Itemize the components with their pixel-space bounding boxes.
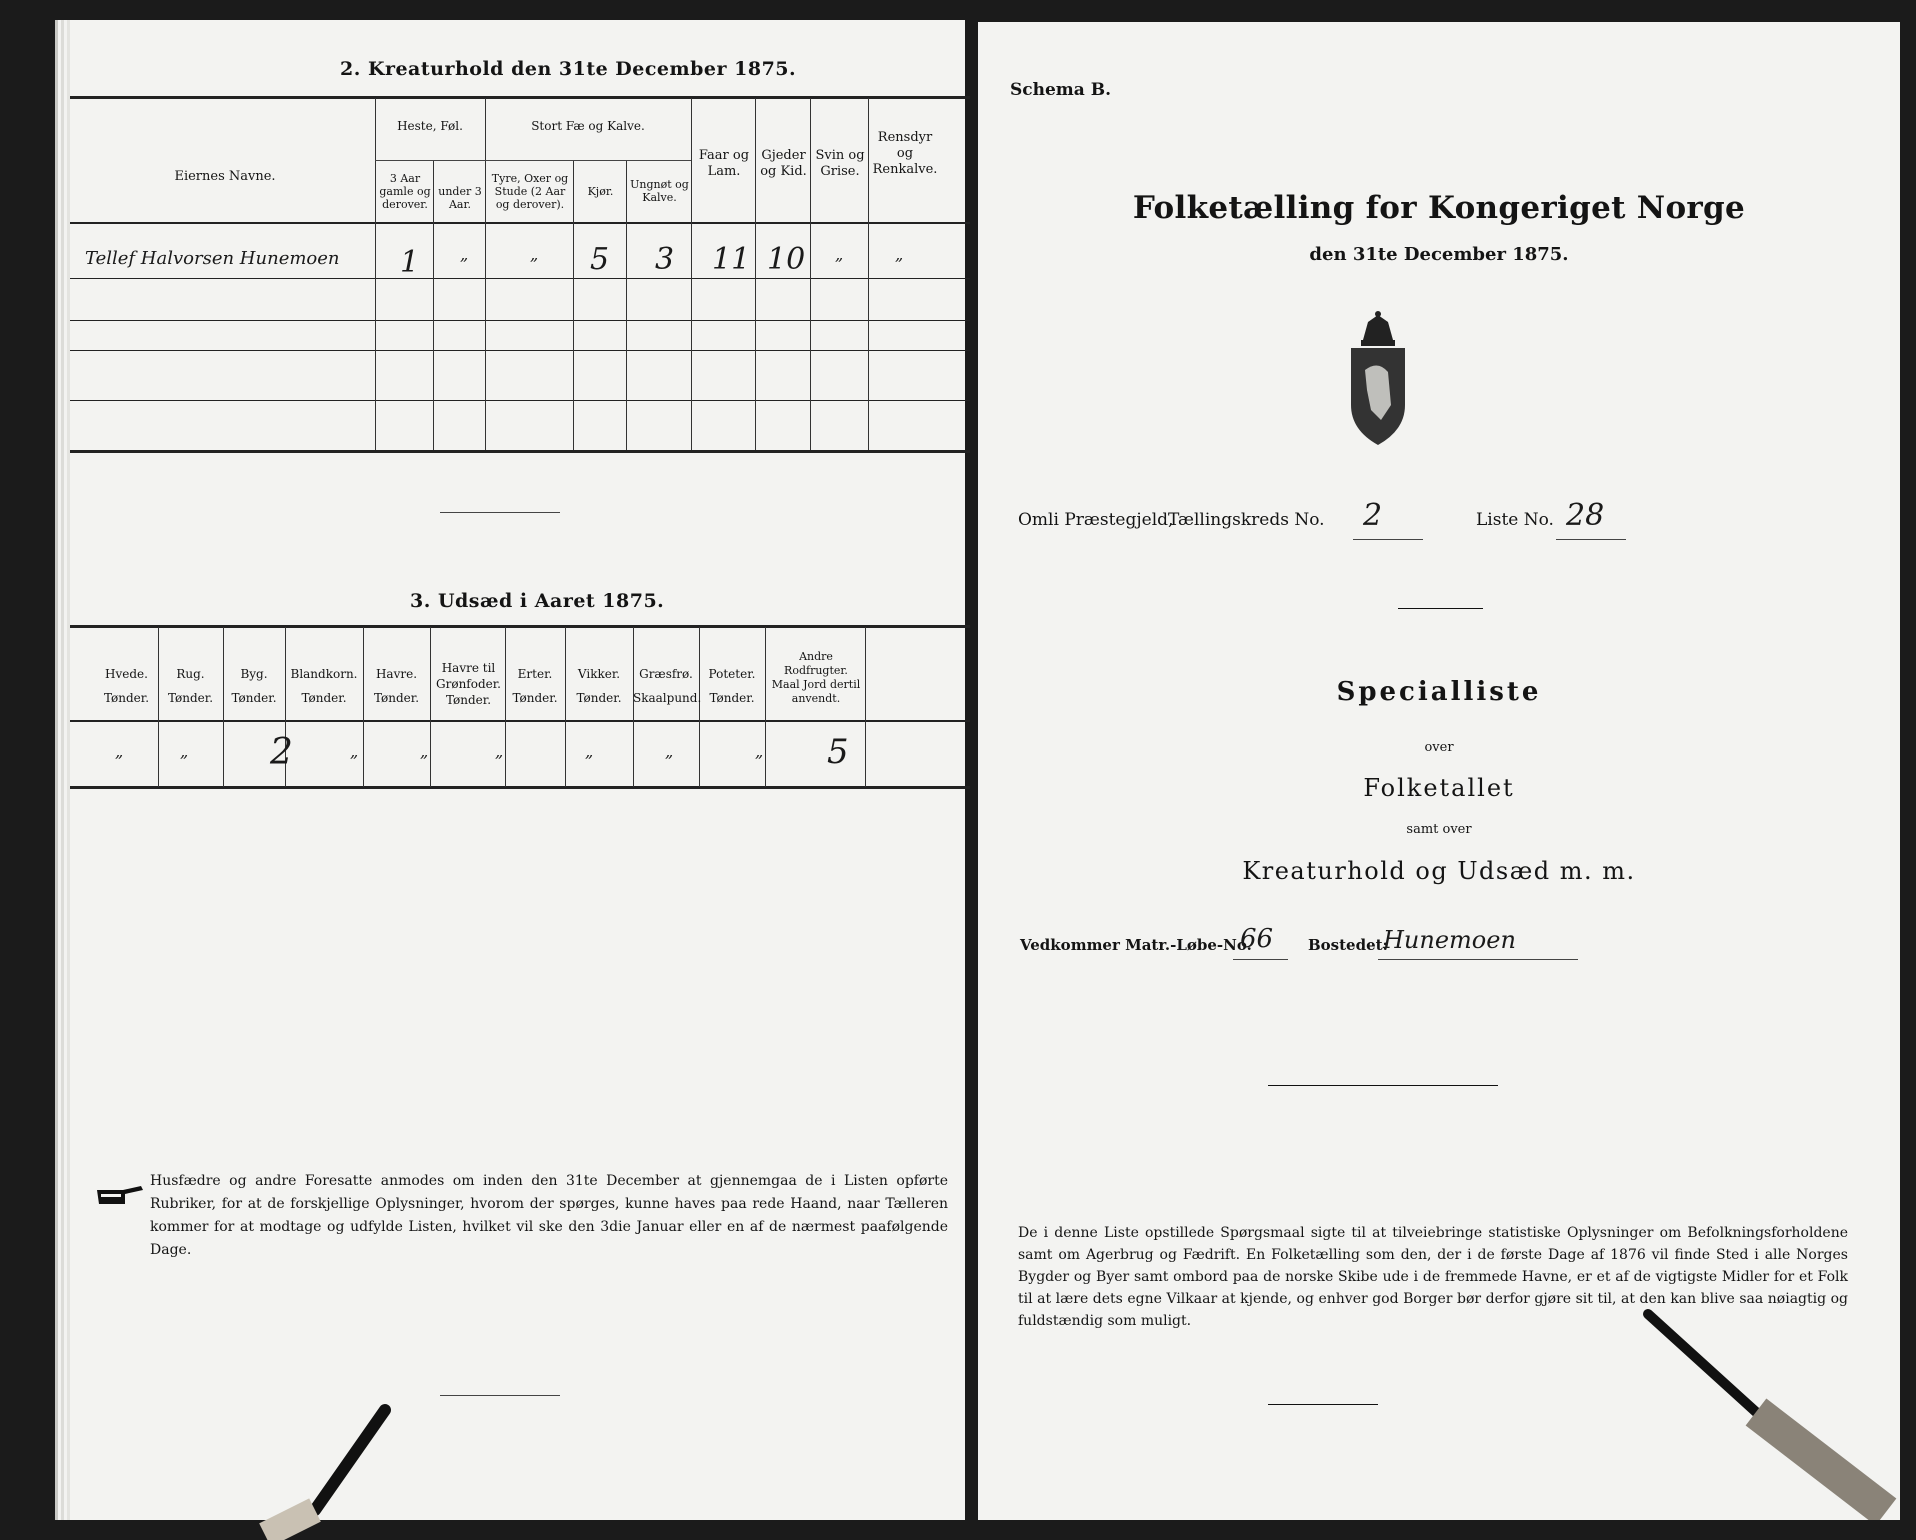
pen-icon-right — [1636, 1302, 1900, 1520]
parish: Omli Præstegjeld, — [1018, 510, 1174, 530]
census-title: Folketælling for Kongeriget Norge — [1132, 190, 1746, 226]
owner-col-header: Eiernes Navne. — [174, 169, 276, 184]
sow-unit-0: Tønder. — [103, 691, 150, 705]
over-1: over — [1424, 740, 1454, 755]
sow-unit-8: Skaalpund. — [633, 691, 702, 705]
col-bulls: Tyre, Oxer og Stude (2 Aar og derover). — [491, 172, 569, 211]
bosted-value: Hunemoen — [1383, 926, 1516, 954]
sow-val-9: 5 — [827, 732, 849, 772]
sow-unit-4: Tønder. — [373, 691, 420, 705]
samt-over: samt over — [1406, 822, 1472, 837]
col-reindeer: Rensdyr og Renkalve. — [872, 130, 938, 177]
coat-of-arms-icon — [1343, 310, 1413, 450]
matr-value: 66 — [1240, 924, 1274, 954]
sow-val-6: „ — [585, 742, 594, 761]
sow-val-3: „ — [350, 742, 359, 761]
kreds-label: Tællingskreds No. — [1168, 510, 1325, 530]
sow-unit-3: Tønder. — [301, 691, 347, 705]
schema-label: Schema B. — [1010, 80, 1112, 100]
sow-unit-7: Tønder. — [576, 691, 622, 705]
sow-col-8: Græsfrø. — [639, 667, 693, 681]
matr-label: Vedkommer Matr.-Løbe-No. — [1020, 936, 1252, 954]
val-pigs: „ — [835, 245, 844, 264]
sowing-title: 3. Udsæd i Aaret 1875. — [410, 590, 665, 612]
kreds-value: 2 — [1363, 498, 1383, 533]
horses-group-header: Heste, Føl. — [397, 119, 463, 133]
val-cows: 5 — [590, 242, 610, 277]
left-page — [55, 20, 965, 1520]
liste-value: 28 — [1566, 498, 1605, 533]
val-horses-young: „ — [460, 245, 469, 264]
pointing-hand-icon — [95, 1178, 145, 1214]
sow-col-7: Vikker. — [577, 667, 621, 681]
col-pigs: Svin og Grise. — [815, 148, 865, 179]
sow-unit-1: Tønder. — [167, 691, 214, 705]
val-horses-old: 1 — [400, 245, 420, 280]
sow-unit-10: Maal Jord dertil anvendt. — [771, 678, 861, 705]
footer-text: De i denne Liste opstillede Spørgsmaal sigte til at tilveiebringe statistiske Oplysninger om Befolkningsforholdene samt om Agerbrug og Fædrift. En Folketælling som den, der i de første Dage af 1876 vil finde Sted i alle Norges Bygder og Byer samt ombord paa de norske Skibe ude i de fremmede Havne, er et af de vigtigste Midler for et Folk til at lære dets egne Vilkaar at kjende, og enhver god Borger bør derfor gjøre sit til, at den kan blive saa nøiagtig og fuldstændig som muligt. — [1018, 1225, 1848, 1329]
sow-col-0: Hvede. — [105, 667, 148, 681]
owner-name: Tellef Halvorsen Hunemoen — [85, 248, 340, 269]
sow-col-10: Andre Rodfrugter. — [784, 650, 848, 677]
sow-val-0: „ — [115, 742, 124, 761]
sow-col-3: Blandkorn. — [290, 667, 358, 681]
sow-val-4: „ — [420, 742, 429, 761]
sow-val-8: „ — [755, 742, 764, 761]
col-horses-young: under 3 Aar. — [438, 185, 482, 211]
col-horses-old: 3 Aar gamle og derover. — [379, 172, 431, 211]
col-goats: Gjeder og Kid. — [760, 148, 807, 179]
val-reindeer: „ — [895, 245, 904, 264]
folketallet-heading: Folketallet — [1363, 774, 1515, 802]
col-young-cattle: Ungnøt og Kalve. — [630, 178, 689, 204]
sow-col-1: Rug. — [176, 667, 205, 681]
bosted-label: Bostedet: — [1308, 936, 1389, 954]
val-goats: 10 — [767, 242, 806, 277]
sow-val-2: 2 — [270, 732, 293, 773]
val-bulls: „ — [530, 245, 539, 264]
pen-icon — [235, 1400, 395, 1540]
col-cows: Kjør. — [587, 185, 614, 198]
cattle-group-header: Stort Fæ og Kalve. — [531, 119, 645, 133]
sow-unit-5: Tønder. — [445, 693, 492, 707]
sow-unit-9: Tønder. — [709, 691, 755, 705]
livestock-title: 2. Kreaturhold den 31te December 1875. — [340, 58, 797, 80]
instruction-notice: Husfædre og andre Foresatte anmodes om inden den 31te December at gjennemgaa de i Listen opførte Rubriker, for at de forskjellige Oplysninger, hvorom der spørges, kunne haves paa rede Haand, naar Tælleren kommer for at modtage og udfylde Listen, hvilket vil ske den 3die Januar eller en af de nærmest paafølgende Dage. — [150, 1173, 948, 1258]
sow-val-5: „ — [495, 742, 504, 761]
specialliste-heading: Specialliste — [1336, 677, 1542, 707]
right-page — [978, 22, 1900, 1520]
val-young-cattle: 3 — [655, 242, 675, 277]
liste-label: Liste No. — [1476, 510, 1554, 530]
sow-col-6: Erter. — [517, 667, 553, 681]
sow-col-9: Poteter. — [708, 667, 756, 681]
census-date: den 31te December 1875. — [1309, 244, 1569, 265]
sow-unit-2: Tønder. — [231, 691, 277, 705]
sow-col-5: Havre til Grønfoder. — [436, 661, 501, 691]
sow-col-4: Havre. — [375, 667, 418, 681]
sow-unit-6: Tønder. — [512, 691, 558, 705]
kreaturhold-heading: Kreaturhold og Udsæd m. m. — [1242, 857, 1636, 885]
sow-col-2: Byg. — [240, 667, 268, 681]
sow-val-7: „ — [665, 742, 674, 761]
val-sheep: 11 — [712, 242, 751, 277]
sow-val-1: „ — [180, 742, 189, 761]
col-sheep: Faar og Lam. — [698, 148, 750, 179]
